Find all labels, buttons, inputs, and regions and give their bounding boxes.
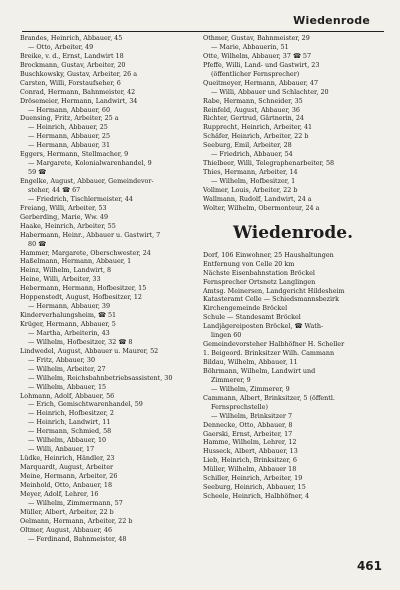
directory-entry xyxy=(203,403,383,412)
directory-entry xyxy=(20,257,192,266)
entry-text: — Margarete, Kolonialwarenhandel, 9 xyxy=(28,159,152,168)
entry-text: — Hermann, Abbauer, 31 xyxy=(28,141,111,150)
entry-text: — Wilhelm, Zimmermann, 57 xyxy=(28,498,123,507)
directory-entry xyxy=(203,106,383,115)
entry-text: Husseck, Albert, Abbauer, 13 xyxy=(203,447,298,456)
directory-entry xyxy=(203,251,383,260)
entry-text: Eggers, Hermann, Stellmacher, 9 xyxy=(20,150,129,159)
directory-entry xyxy=(203,52,383,61)
running-header xyxy=(22,14,384,32)
entry-text: — Willi, Anbauer, 17 xyxy=(28,445,95,454)
directory-entry xyxy=(20,106,192,115)
directory-entry xyxy=(20,141,192,150)
directory-entry xyxy=(203,114,383,123)
directory-entry xyxy=(20,213,192,222)
entry-text: Marquardt, August, Arbeiter xyxy=(20,463,114,471)
entry-text: — Wilhelm, Abbauer, 10 xyxy=(28,436,107,445)
directory-entry xyxy=(203,269,383,278)
entry-text: Müller, Albert, Arbeiter, 22 b xyxy=(20,507,114,516)
directory-entry xyxy=(203,340,383,349)
directory-entry xyxy=(20,132,192,141)
entry-text: Meine, Hermann, Arbeiter, 26 xyxy=(20,471,118,480)
directory-entry xyxy=(20,150,192,159)
directory-entry xyxy=(20,222,192,231)
directory-entry xyxy=(20,275,192,284)
entry-text: — Wilhelm, Arbeiter, 27 xyxy=(28,364,106,373)
running-header-title: Wiedenrode xyxy=(293,14,370,27)
entry-text: Lüdke, Heinrich, Händler, 23 xyxy=(20,454,115,463)
entry-text: Schiller, Heinrich, Arbeiter, 19 xyxy=(203,474,303,483)
directory-entry xyxy=(203,322,383,331)
entry-text: Engelke, August, Abbauer, Gemeindevor- xyxy=(20,177,154,185)
entry-text: — Heinrich, Hofbesitzer, 2 xyxy=(28,409,114,418)
entry-text: Hebermann, Hermann, Hofbesitzer, 15 xyxy=(20,284,147,293)
directory-entry xyxy=(20,284,192,293)
directory-entry xyxy=(203,141,383,150)
right-column xyxy=(203,34,383,501)
directory-entry xyxy=(203,287,383,296)
page-number: 461 xyxy=(356,559,382,573)
entry-text: Hammer, Margarete, Oberschwester, 24 xyxy=(20,248,151,257)
directory-entry xyxy=(203,376,383,385)
entry-text: 1. Beigeord. Brinksitzer Wilh. Cammann xyxy=(203,349,335,358)
entry-text: Wolter, Wilhelm, Obermonteur, 24 a xyxy=(203,203,320,212)
entry-text: Vollmer, Louis, Arbeiter, 22 b xyxy=(203,185,298,194)
directory-entry xyxy=(20,168,192,177)
directory-entry xyxy=(20,293,192,302)
telephone-icon: ☎ Wath- xyxy=(294,322,324,331)
directory-entry xyxy=(20,499,192,508)
entry-text: — Friedrich, Tischlermeister, 44 xyxy=(28,194,133,203)
directory-entry xyxy=(20,463,192,472)
entry-text: Conrad, Hermann, Bahnmeister, 42 xyxy=(20,87,136,96)
directory-entry xyxy=(20,114,192,123)
directory-entry xyxy=(203,421,383,430)
directory-entry xyxy=(203,159,383,168)
entry-text: Oelmann, Hermann, Arbeiter, 22 b xyxy=(20,516,133,525)
entry-text: Thielbeer, Willi, Telegraphenarbeiter, 58 xyxy=(203,159,335,168)
section-title: Wiedenrode. xyxy=(232,222,354,243)
entry-text: Buschkowsky, Gustav, Arbeiter, 26 a xyxy=(20,69,138,78)
directory-entry xyxy=(20,347,192,356)
directory-entry xyxy=(203,385,383,394)
directory-entry xyxy=(203,123,383,132)
entry-text: Wallmann, Rudolf, Landwirt, 24 a xyxy=(203,194,312,203)
entry-text: Rabe, Hermann, Schneider, 35 xyxy=(203,96,303,105)
entry-text: Gaerski, Ernst, Arbeiter, 17 xyxy=(203,429,293,438)
entry-text: — Fritz, Abbauer, 30 xyxy=(28,355,96,364)
entry-text: Lieb, Heinrich, Brinksitzer, 6 xyxy=(203,456,297,465)
directory-entry xyxy=(203,358,383,367)
directory-entry xyxy=(203,483,383,492)
entry-text: Meyer, Adolf, Lehrer, 16 xyxy=(20,489,99,498)
entry-text: Seeburg, Emil, Arbeiter, 28 xyxy=(203,141,292,150)
directory-entry xyxy=(20,52,192,61)
entry-text: Dorf, 106 Einwohner, 25 Haushaltungen xyxy=(203,250,334,259)
entry-text: (öffentlicher Fernsprecher) xyxy=(211,69,300,78)
directory-entry xyxy=(20,302,192,311)
directory-entry xyxy=(203,430,383,439)
entry-text: — Wilhelm, Hofbesitzer, 32 xyxy=(28,337,117,346)
directory-entry xyxy=(20,526,192,535)
entry-text: Rupprecht, Heinrich, Arbeiter, 41 xyxy=(203,123,313,132)
entry-text: Scheele, Heinrich, Halbhöfner, 4 xyxy=(203,492,310,501)
entry-text: Othmer, Gustav, Bahnmeister, 29 xyxy=(203,34,310,42)
entry-text: Reinfeld, August, Abbauer, 36 xyxy=(203,105,300,114)
entry-text: Otte, Wilhelm, Abbauer, 37 xyxy=(203,51,291,60)
directory-entry xyxy=(20,61,192,70)
entry-text: — Hermann, Abbauer, 60 xyxy=(28,105,111,114)
directory-entry xyxy=(20,517,192,526)
entry-text: Dennecke, Otto, Abbauer, 8 xyxy=(203,420,293,429)
entry-text: Katasteramt Celle — Schiedsmannsbezirk xyxy=(203,295,339,304)
directory-entry xyxy=(203,88,383,97)
entry-text: Kirchengemeinde Bröckel xyxy=(203,304,288,313)
entry-text: Gemeindevorsteher Halbhöfner H. Scheller xyxy=(203,340,345,349)
directory-entry xyxy=(20,365,192,374)
directory-entry xyxy=(20,490,192,499)
directory-entry xyxy=(20,177,192,186)
directory-entry xyxy=(203,79,383,88)
entry-text: Heinz, Wilhelm, Landwirt, 8 xyxy=(20,266,112,275)
entry-text: Habermann, Heinr., Abbauer u. Gastwirt, 7 xyxy=(20,230,161,239)
entry-text: Brockmann, Gustav, Arbeiter, 20 xyxy=(20,60,126,69)
telephone-icon: ☎ xyxy=(38,239,47,248)
directory-entry xyxy=(203,177,383,186)
directory-entry xyxy=(203,61,383,70)
entry-text: Meinhold, Otto, Anbauer, 18 xyxy=(20,480,113,489)
entry-text: Bildau, Wilhelm, Abbauer, 11 xyxy=(203,358,298,366)
entry-text: Lohmann, Adolf, Abbauer, 56 xyxy=(20,391,115,400)
directory-entry xyxy=(203,447,383,456)
entry-text: — Heinrich, Landwirt, 11 xyxy=(28,418,111,427)
directory-entry xyxy=(203,70,383,79)
directory-entry xyxy=(20,338,192,347)
directory-entry xyxy=(203,349,383,358)
directory-entry xyxy=(203,492,383,501)
directory-entry xyxy=(203,168,383,177)
entry-text: Zimmerer, 9 xyxy=(211,375,251,384)
entry-text: — Hermann, Abbauer, 39 xyxy=(28,302,111,311)
entry-text: — Otto, Arbeiter, 49 xyxy=(28,42,94,51)
entry-text: — Hermann, Schmied, 58 xyxy=(28,427,112,436)
entry-text: Seeburg, Heinrich, Abbauer, 15 xyxy=(203,483,306,492)
directory-entry xyxy=(203,394,383,403)
directory-entry xyxy=(203,132,383,141)
entry-text: Hoppenstedt, August, Hofbesitzer, 12 xyxy=(20,293,142,302)
entry-text: — Wilhelm, Abbauer, 15 xyxy=(28,382,107,391)
directory-entry xyxy=(203,260,383,269)
directory-entry xyxy=(20,454,192,463)
directory-entry xyxy=(203,195,383,204)
entry-text: Lindwedel, August, Abbauer u. Maurer, 52 xyxy=(20,346,159,355)
right-top-list xyxy=(203,34,383,213)
entry-text: — Hermann, Abbauer, 25 xyxy=(28,132,111,141)
directory-entry xyxy=(20,88,192,97)
directory-entry xyxy=(203,438,383,447)
entry-text: lingen 60 xyxy=(211,331,242,340)
telephone-icon: ☎ 51 xyxy=(97,311,117,320)
entry-text: Landjägereiposten Bröckel, xyxy=(203,322,293,331)
directory-entry xyxy=(20,34,192,43)
telephone-icon: ☎ 57 xyxy=(292,51,312,60)
directory-entry xyxy=(20,409,192,418)
left-column xyxy=(20,34,192,543)
directory-entry xyxy=(203,295,383,304)
entry-text: — Erich, Gemischtwarenhandel, 59 xyxy=(28,400,143,409)
entry-text: Nächste Eisenbahnstation Bröckel xyxy=(203,268,315,277)
entry-text: Thies, Hermann, Arbeiter, 14 xyxy=(203,168,298,177)
entry-text: — Heinrich, Abbauer, 25 xyxy=(28,123,108,132)
entry-text: Gerberding, Marie, Ww. 49 xyxy=(20,212,109,221)
entry-text: — Willi, Abbauer und Schlachter, 20 xyxy=(211,87,329,96)
directory-entry xyxy=(203,412,383,421)
directory-entry xyxy=(20,249,192,258)
entry-text: Fernsprechstelle) xyxy=(211,402,268,411)
entry-text: Heine, Willi, Arbeiter, 33 xyxy=(20,275,101,284)
directory-entry xyxy=(20,311,192,320)
directory-entry xyxy=(203,367,383,376)
directory-entry xyxy=(203,465,383,474)
entry-text: Kinderverhalungsheim, xyxy=(20,311,96,320)
directory-entry xyxy=(20,159,192,168)
entry-text: Breike, v. d., Ernst, Landwirt 18 xyxy=(20,51,124,60)
directory-entry xyxy=(20,195,192,204)
directory-entry xyxy=(20,374,192,383)
entry-text: Amtsg. Meinersen, Landgericht Hildesheim xyxy=(203,286,345,295)
directory-entry xyxy=(20,383,192,392)
directory-entry xyxy=(203,186,383,195)
directory-entry xyxy=(203,97,383,106)
entry-text: Brandes, Heinrich, Abbauer, 45 xyxy=(20,34,123,42)
entry-text: — Ferdinand, Bahnmeister, 48 xyxy=(28,534,127,543)
entry-text: Drösemeier, Hermann, Landwirt, 34 xyxy=(20,96,138,105)
entry-text: Richter, Gertrud, Gärtnerin, 24 xyxy=(203,114,304,123)
entry-text: Hamme, Wilhelm, Lehrer, 12 xyxy=(203,438,297,447)
telephone-icon: ☎ 67 xyxy=(62,185,81,194)
directory-entry xyxy=(203,474,383,483)
directory-entry xyxy=(20,356,192,365)
entry-text: — Friedrich, Abbauer, 54 xyxy=(211,150,293,159)
entry-text: Duensing, Fritz, Arbeiter, 25 a xyxy=(20,114,119,123)
entry-text: 59 xyxy=(28,168,37,177)
entry-text: — Wilhelm, Reichsbahnbetriebsassistent, 30 xyxy=(28,373,173,382)
directory-entry xyxy=(20,329,192,338)
entry-text: Entfernung von Celle 20 km xyxy=(203,259,295,268)
directory-entry xyxy=(20,43,192,52)
directory-entry xyxy=(20,535,192,544)
directory-entry xyxy=(20,508,192,517)
directory-entry xyxy=(20,481,192,490)
telephone-icon: ☎ 8 xyxy=(118,337,133,346)
entry-text: Müller, Wilhelm, Abbauer 18 xyxy=(203,465,297,474)
directory-entry xyxy=(20,400,192,409)
entry-text: Oltmer, August, Abbauer, 46 xyxy=(20,525,113,534)
directory-entry xyxy=(203,304,383,313)
entry-text: Freiang, Willi, Arbeiter, 53 xyxy=(20,203,107,212)
directory-entry xyxy=(20,266,192,275)
entry-text: — Martha, Arbeiterin, 43 xyxy=(28,328,110,337)
entry-text: Fernsprecher Ortsnetz Langlingen xyxy=(203,277,316,286)
entry-text: Haßelmann, Hermann, Abbauer, 1 xyxy=(20,257,132,266)
entry-text: Schäfer, Heinrich, Arbeiter, 22 b xyxy=(203,132,309,141)
entry-text: steher, 44 xyxy=(28,185,61,194)
entry-text: Cammann, Albert, Brinksitzer, 5 (öffentl. xyxy=(203,393,335,402)
directory-entry xyxy=(20,418,192,427)
directory-entry xyxy=(203,43,383,52)
directory-entry xyxy=(20,240,192,249)
telephone-icon: ☎ xyxy=(38,168,47,177)
directory-entry xyxy=(20,445,192,454)
directory-entry xyxy=(20,472,192,481)
right-bottom-list xyxy=(203,251,383,501)
directory-entry xyxy=(20,186,192,195)
entry-text: Queitmeyer, Hermann, Abbauer, 47 xyxy=(203,78,319,87)
entry-text: — Wilhelm, Zimmerer, 9 xyxy=(211,384,290,393)
directory-entry xyxy=(203,34,383,43)
directory-entry xyxy=(20,97,192,106)
entry-text: 80 xyxy=(28,239,37,248)
directory-entry xyxy=(203,331,383,340)
entry-text: — Marie, Abbauerin, 51 xyxy=(211,42,289,51)
entry-text: Carsten, Willi, Forstaufseher, 6 xyxy=(20,78,121,87)
directory-entry xyxy=(203,278,383,287)
entry-text: Haake, Heinrich, Arbeiter, 55 xyxy=(20,221,116,230)
directory-entry xyxy=(203,204,383,213)
directory-entry xyxy=(203,150,383,159)
directory-entry xyxy=(20,123,192,132)
directory-entry xyxy=(20,231,192,240)
entry-text: Schule — Standesamt Bröckel xyxy=(203,313,301,322)
entry-text: — Wilhelm, Brinksitzer 7 xyxy=(211,411,293,420)
directory-entry xyxy=(203,456,383,465)
entry-text: Krüger, Hermann, Abbauer, 5 xyxy=(20,320,116,328)
entry-text: Böhrmann, Wilhelm, Landwirt und xyxy=(203,366,316,375)
directory-entry xyxy=(20,204,192,213)
entry-text: — Wilhelm, Hofbesitzer, 1 xyxy=(211,177,296,185)
directory-entry xyxy=(20,392,192,401)
directory-entry xyxy=(20,427,192,436)
directory-entry xyxy=(20,320,192,329)
directory-entry xyxy=(20,436,192,445)
directory-entry xyxy=(20,79,192,88)
directory-entry xyxy=(203,313,383,322)
directory-entry xyxy=(20,70,192,79)
entry-text: Pfeffe, Willi, Land- und Gastwirt, 23 xyxy=(203,60,320,69)
